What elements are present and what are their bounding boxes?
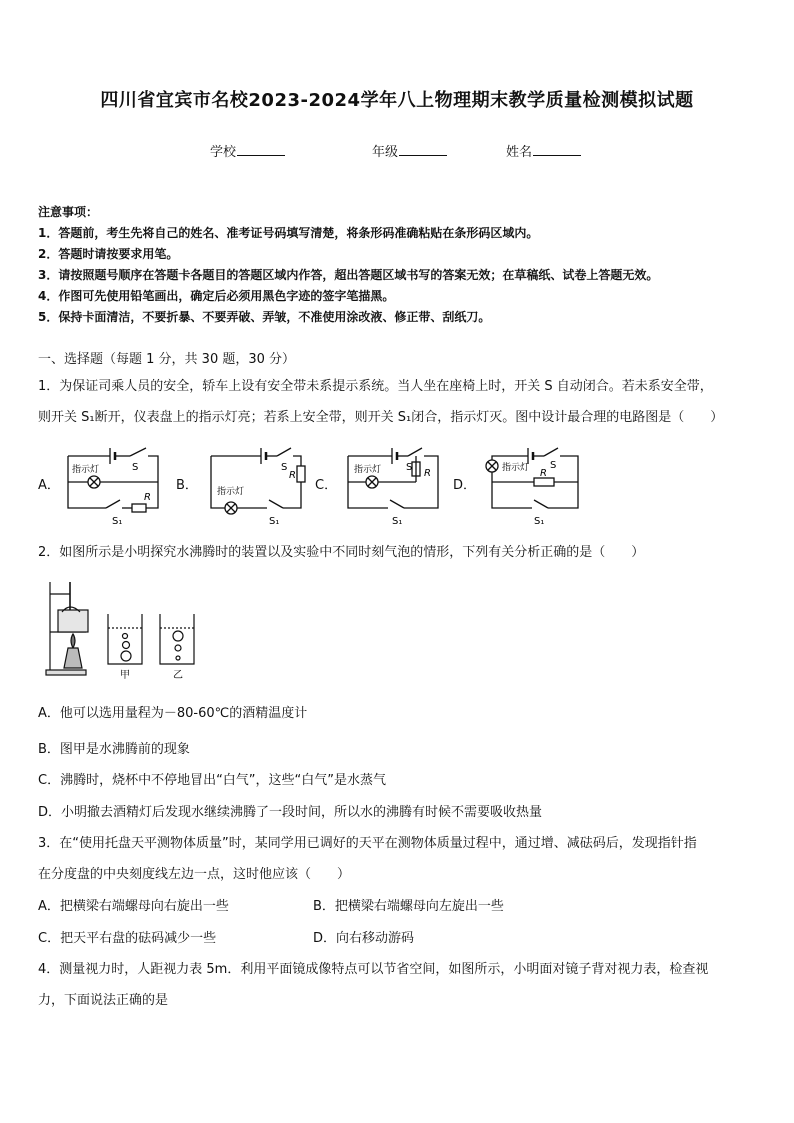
circuit-a-s-label: S <box>132 462 139 473</box>
q2-option-b: B．图甲是水沸腾前的现象 <box>38 742 190 757</box>
q1-option-b-label: B． <box>176 478 198 493</box>
circuit-d-lamp-label: 指示灯 <box>502 463 530 473</box>
circuit-b-r-label: R <box>289 470 296 481</box>
grade-blank <box>399 143 447 156</box>
note-item: 3．请按照题号顺序在答题卡各题目的答题区域内作答，超出答题区域书写的答案无效；在草稿纸、试卷上答题无效。 <box>38 268 659 282</box>
circuit-d-diagram <box>478 442 588 530</box>
q2-stem: 2．如图所示是小明探究水沸腾时的装置以及实验中不同时刻气泡的情形，下列有关分析正确的是（ ） <box>38 545 645 560</box>
school-blank <box>237 143 285 156</box>
q3-option-a: A．把横梁右端螺母向右旋出一些 <box>38 899 229 914</box>
circuit-c-s1-label: S₁ <box>392 516 403 527</box>
notes-heading: 注意事项： <box>38 205 99 219</box>
circuit-b-s1-label: S₁ <box>269 516 280 527</box>
q3-stem-line2: 在分度盘的中央刻度线左边一点，这时他应该（ ） <box>38 867 351 882</box>
circuit-c-diagram <box>342 442 452 530</box>
circuit-b-s-label: S <box>281 462 288 473</box>
note-item: 1．答题前，考生先将自己的姓名、准考证号码填写清楚，将条形码准确粘贴在条形码区域内。 <box>38 226 539 240</box>
circuit-a-lamp-label: 指示灯 <box>72 465 100 475</box>
q3-option-d: D．向右移动游码 <box>313 931 415 946</box>
school-field <box>210 141 285 160</box>
note-item: 2．答题时请按要求用笔。 <box>38 247 179 261</box>
school-label: 学校 <box>210 145 237 160</box>
beaker-jia-label: 甲 <box>120 670 130 681</box>
q2-option-a: A．他可以选用量程为－80-60℃的酒精温度计 <box>38 706 308 721</box>
q3-stem-line1: 3．在“使用托盘天平测物体质量”时，某同学用已调好的天平在测物体质量过程中，通过增、减砝码后，发现指针指 <box>38 836 697 851</box>
name-blank <box>533 143 581 156</box>
circuit-c-r-label: R <box>424 468 431 479</box>
q4-stem-line1: 4．测量视力时，人距视力表 5m．利用平面镜成像特点可以节省空间，如图所示，小明面对镜子背对视力表，检查视 <box>38 962 709 977</box>
name-label: 姓名 <box>506 145 533 160</box>
q2-option-c: C．沸腾时，烧杯中不停地冒出“白气”，这些“白气”是水蒸气 <box>38 773 387 788</box>
q4-stem-line2: 力，下面说法正确的是 <box>38 993 169 1008</box>
q1-stem-line1: 1．为保证司乘人员的安全，轿车上设有安全带未系提示系统。当人坐在座椅上时，开关 S 自动闭合。若未系安全带， <box>38 379 713 394</box>
q3-option-b: B．把横梁右端螺母向左旋出一些 <box>313 899 504 914</box>
circuit-d-r-label: R <box>540 468 547 479</box>
boiling-apparatus-figure <box>40 572 200 682</box>
name-field <box>506 141 581 160</box>
circuit-a-diagram <box>60 442 170 530</box>
circuit-d-s1-label: S₁ <box>534 516 545 527</box>
beaker-yi-label: 乙 <box>173 670 183 681</box>
note-item: 5．保持卡面清洁，不要折暴、不要弄破、弄皱，不准使用涂改液、修正带、刮纸刀。 <box>38 310 491 324</box>
circuit-c-s-label: S <box>406 462 413 473</box>
q3-option-c: C．把天平右盘的砝码减少一些 <box>38 931 217 946</box>
page-title: 四川省宜宾市名校2023-2024学年八上物理期末教学质量检测模拟试题 <box>100 90 694 111</box>
circuit-b-diagram <box>205 442 315 530</box>
circuit-b-lamp-label: 指示灯 <box>217 487 245 497</box>
circuit-c-lamp-label: 指示灯 <box>354 465 382 475</box>
grade-field <box>372 141 447 160</box>
q1-stem-line2: 则开关 S₁断开，仪表盘上的指示灯亮；若系上安全带，则开关 S₁闭合，指示灯灭。图中设计最合理的电路图是（ ） <box>38 410 724 425</box>
grade-label: 年级 <box>372 145 399 160</box>
q1-option-c-label: C． <box>315 478 338 493</box>
circuit-d-s-label: S <box>550 460 557 471</box>
q1-option-a-label: A． <box>38 478 60 493</box>
section-heading: 一、选择题（每题 1 分，共 30 题，30 分） <box>38 352 296 367</box>
q2-option-d: D．小明撤去酒精灯后发现水继续沸腾了一段时间，所以水的沸腾有时候不需要吸收热量 <box>38 805 543 820</box>
note-item: 4．作图可先使用铅笔画出，确定后必须用黑色字迹的签字笔描黑。 <box>38 289 395 303</box>
circuit-a-s1-label: S₁ <box>112 516 123 527</box>
circuit-a-r-label: R <box>144 492 151 503</box>
q1-option-d-label: D． <box>453 478 477 493</box>
